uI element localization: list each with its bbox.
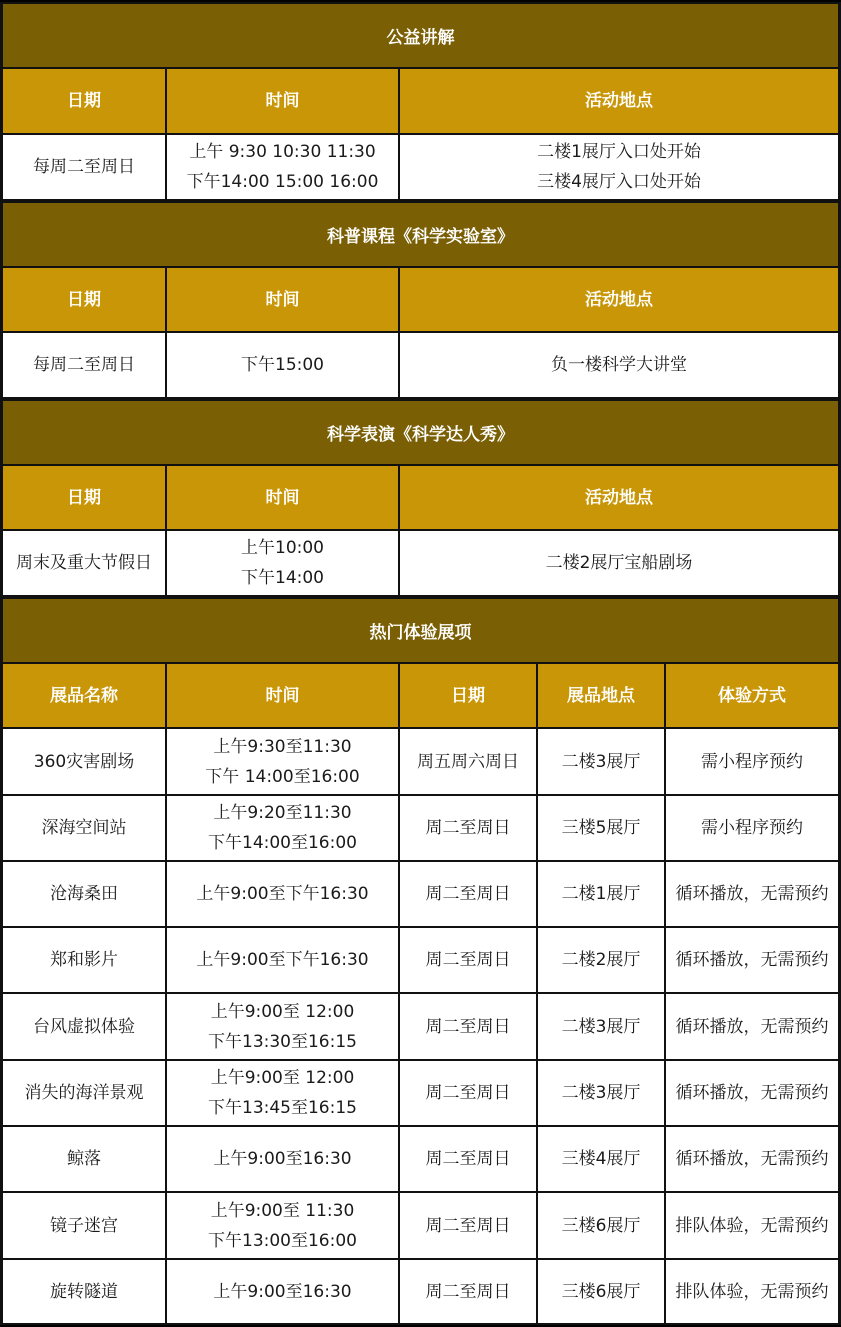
- cell-text-line: 上午10:00: [241, 538, 324, 558]
- cell-text-line: 二楼1展厅入口处开始: [537, 142, 701, 162]
- cell-experience-mode: [666, 1061, 841, 1127]
- cell-text-line: 上午9:00至下午16:30: [196, 884, 369, 904]
- cell-time: [167, 531, 400, 597]
- table-row: [0, 928, 841, 994]
- cell-exhibit-location: [538, 1260, 666, 1325]
- column-header-date: 日期: [0, 268, 167, 333]
- cell-experience-mode: [666, 994, 841, 1061]
- cell-exhibit-name: [0, 994, 167, 1061]
- cell-exhibit-name: [0, 928, 167, 994]
- cell-time: [167, 333, 400, 399]
- cell-experience-mode: [666, 862, 841, 928]
- column-header-location: 活动地点: [400, 69, 841, 135]
- cell-text-line: 上午9:00至 12:00: [210, 1001, 355, 1022]
- section-title: 科学表演《科学达人秀》: [0, 399, 841, 466]
- cell-text-line: 周二至周日: [425, 1083, 511, 1103]
- cell-date: [0, 333, 167, 399]
- cell-text-line: 下午13:45至16:15: [208, 1098, 357, 1118]
- cell-text-line: 镜子迷宫: [50, 1215, 118, 1236]
- table-header-row: [0, 664, 841, 729]
- cell-time: [167, 1260, 400, 1325]
- cell-text-line: 循环播放，无需预约: [675, 1083, 829, 1103]
- cell-text-line: 周二至周日: [425, 1149, 511, 1169]
- cell-text-line: 上午9:20至11:30: [213, 803, 352, 823]
- cell-text-line: 周二至周日: [425, 1281, 511, 1302]
- cell-time: [167, 796, 400, 862]
- cell-text-line: 360灾害剧场: [33, 751, 135, 772]
- cell-exhibit-location: [538, 1127, 666, 1193]
- cell-location: [400, 333, 841, 399]
- cell-exhibit-name: [0, 1260, 167, 1325]
- cell-exhibit-name: [0, 796, 167, 862]
- cell-time: [167, 729, 400, 796]
- cell-text-line: 负一楼科学大讲堂: [551, 355, 687, 375]
- cell-text-line: 上午9:00至16:30: [213, 1281, 352, 1302]
- section-title: 科普课程《科学实验室》: [0, 201, 841, 268]
- cell-text-line: 排队体验，无需预约: [675, 1281, 829, 1302]
- cell-days: [400, 994, 538, 1061]
- cell-experience-mode: [666, 729, 841, 796]
- table-row: [0, 135, 841, 201]
- cell-exhibit-location: [538, 1193, 666, 1260]
- cell-text-line: 每周二至周日: [33, 355, 135, 375]
- cell-exhibit-name: [0, 1061, 167, 1127]
- cell-text-line: 三楼5展厅: [561, 818, 641, 838]
- cell-location: [400, 135, 841, 201]
- cell-text-line: 三楼4展厅: [561, 1149, 641, 1169]
- cell-days: [400, 729, 538, 796]
- table-row: [0, 796, 841, 862]
- cell-text-line: 消失的海洋景观: [24, 1083, 144, 1103]
- table-row: [0, 1127, 841, 1193]
- cell-days: [400, 796, 538, 862]
- cell-days: [400, 1193, 538, 1260]
- cell-text-line: 沧海桑田: [50, 884, 118, 904]
- cell-experience-mode: [666, 1127, 841, 1193]
- cell-time: [167, 1193, 400, 1260]
- cell-exhibit-location: [538, 928, 666, 994]
- section-title: 公益讲解: [0, 2, 841, 69]
- cell-time: [167, 1127, 400, 1193]
- cell-time: [167, 862, 400, 928]
- cell-days: [400, 862, 538, 928]
- cell-text-line: 二楼2展厅宝船剧场: [545, 553, 693, 573]
- cell-date: [0, 531, 167, 597]
- cell-text-line: 循环播放，无需预约: [675, 950, 829, 970]
- cell-exhibit-location: [538, 796, 666, 862]
- cell-time: [167, 928, 400, 994]
- column-header-time: 时间: [167, 466, 400, 531]
- cell-text-line: 三楼4展厅入口处开始: [537, 172, 701, 192]
- table-row: [0, 531, 841, 597]
- cell-days: [400, 1260, 538, 1325]
- cell-exhibit-name: [0, 729, 167, 796]
- cell-text-line: 周末及重大节假日: [16, 553, 152, 573]
- cell-date: [0, 135, 167, 201]
- cell-exhibit-name: [0, 1127, 167, 1193]
- cell-text-line: 下午13:30至16:15: [208, 1031, 357, 1052]
- cell-text-line: 排队体验，无需预约: [675, 1215, 829, 1236]
- cell-days: [400, 928, 538, 994]
- cell-location: [400, 531, 841, 597]
- cell-text-line: 上午9:30至11:30: [213, 736, 352, 757]
- cell-experience-mode: [666, 1260, 841, 1325]
- cell-exhibit-location: [538, 994, 666, 1061]
- cell-exhibit-location: [538, 862, 666, 928]
- table-row: [0, 862, 841, 928]
- cell-text-line: 上午9:00至 12:00: [210, 1068, 355, 1088]
- column-header-time: 时间: [167, 664, 400, 729]
- table-row: [0, 1193, 841, 1260]
- table-header-row: [0, 69, 841, 135]
- cell-text-line: 周二至周日: [425, 1016, 511, 1037]
- cell-time: [167, 1061, 400, 1127]
- column-header-exhibit-name: 展品名称: [0, 664, 167, 729]
- cell-text-line: 深海空间站: [41, 818, 127, 838]
- table-row: [0, 1061, 841, 1127]
- cell-text-line: 下午15:00: [241, 355, 324, 375]
- cell-text-line: 下午14:00至16:00: [208, 833, 357, 853]
- column-header-exhibit-location: 展品地点: [538, 664, 666, 729]
- cell-text-line: 周五周六周日: [417, 751, 519, 772]
- cell-text-line: 二楼3展厅: [561, 751, 641, 772]
- cell-text-line: 下午14:00 15:00 16:00: [186, 172, 379, 192]
- column-header-location: 活动地点: [400, 466, 841, 531]
- cell-experience-mode: [666, 1193, 841, 1260]
- cell-text-line: 循环播放，无需预约: [675, 1149, 829, 1169]
- cell-exhibit-name: [0, 1193, 167, 1260]
- cell-text-line: 周二至周日: [425, 884, 511, 904]
- cell-text-line: 循环播放，无需预约: [675, 1016, 829, 1037]
- cell-time: [167, 994, 400, 1061]
- column-header-date: 日期: [0, 466, 167, 531]
- cell-text-line: 下午 14:00至16:00: [205, 766, 360, 787]
- cell-text-line: 每周二至周日: [33, 157, 135, 177]
- column-header-time: 时间: [167, 268, 400, 333]
- cell-text-line: 鲸落: [67, 1149, 101, 1169]
- cell-days: [400, 1127, 538, 1193]
- cell-text-line: 需小程序预约: [701, 818, 803, 838]
- cell-text-line: 周二至周日: [425, 1215, 511, 1236]
- cell-days: [400, 1061, 538, 1127]
- table-header-row: [0, 268, 841, 333]
- cell-text-line: 上午9:00至 11:30: [210, 1200, 355, 1221]
- cell-text-line: 上午 9:30 10:30 11:30: [189, 142, 376, 162]
- cell-exhibit-location: [538, 1061, 666, 1127]
- column-header-date: 日期: [0, 69, 167, 135]
- column-header-time: 时间: [167, 69, 400, 135]
- table-row: [0, 1260, 841, 1325]
- cell-text-line: 循环播放，无需预约: [675, 884, 829, 904]
- cell-text-line: 周二至周日: [425, 818, 511, 838]
- cell-text-line: 上午9:00至16:30: [213, 1149, 352, 1169]
- cell-exhibit-name: [0, 862, 167, 928]
- cell-text-line: 下午13:00至16:00: [208, 1230, 357, 1251]
- column-header-experience-mode: 体验方式: [666, 664, 841, 729]
- cell-text-line: 三楼6展厅: [561, 1215, 641, 1236]
- cell-text-line: 下午14:00: [241, 568, 324, 588]
- cell-text-line: 郑和影片: [50, 950, 118, 970]
- cell-text-line: 需小程序预约: [701, 751, 803, 772]
- cell-experience-mode: [666, 928, 841, 994]
- column-header-location: 活动地点: [400, 268, 841, 333]
- cell-text-line: 台风虚拟体验: [33, 1016, 135, 1037]
- cell-text-line: 二楼3展厅: [561, 1083, 641, 1103]
- cell-text-line: 二楼2展厅: [561, 950, 641, 970]
- cell-text-line: 三楼6展厅: [561, 1281, 641, 1302]
- cell-experience-mode: [666, 796, 841, 862]
- cell-text-line: 二楼1展厅: [561, 884, 641, 904]
- table-row: [0, 333, 841, 399]
- cell-exhibit-location: [538, 729, 666, 796]
- section-title: 热门体验展项: [0, 597, 841, 664]
- cell-text-line: 旋转隧道: [50, 1281, 118, 1302]
- cell-text-line: 周二至周日: [425, 950, 511, 970]
- cell-text-line: 二楼3展厅: [561, 1016, 641, 1037]
- table-header-row: [0, 466, 841, 531]
- cell-text-line: 上午9:00至下午16:30: [196, 950, 369, 970]
- column-header-days: 日期: [400, 664, 538, 729]
- table-row: [0, 729, 841, 796]
- table-row: [0, 994, 841, 1061]
- cell-time: [167, 135, 400, 201]
